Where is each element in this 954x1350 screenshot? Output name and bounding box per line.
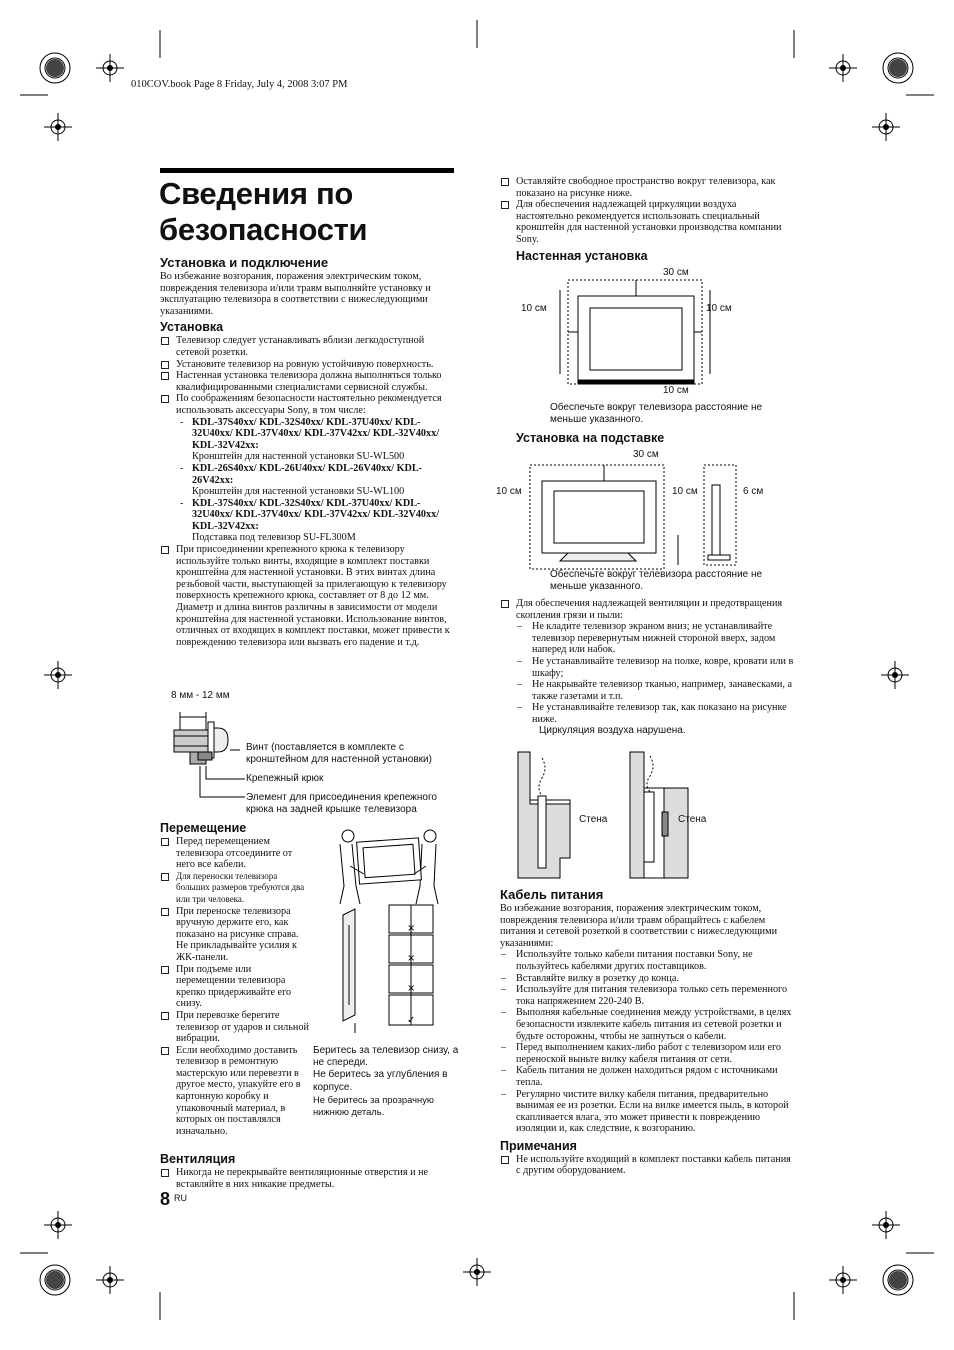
svg-text:×: ×	[407, 983, 416, 994]
model-accessory: Подставка под телевизор SU-FL300M	[192, 532, 356, 544]
clearance-list	[500, 176, 795, 246]
notes-heading: Примечания	[500, 1138, 577, 1153]
model-list	[160, 417, 455, 545]
hook-item-text-2: Диаметр и длина винтов различны в зависимости от модели кронштейна для настенной установки. Использование винтов, отличных от входящих в комплект поставки, может привести к повреждению телевизора или вызвать его падение и т.д.	[176, 602, 450, 648]
moving-heading: Перемещение	[160, 821, 247, 835]
vent-list	[500, 598, 795, 621]
model-item	[160, 463, 455, 498]
wall-mount-heading: Настенная установка	[516, 248, 648, 263]
list-item: – Перед выполнением каких-либо работ с телевизором или его переноской выньте вилку кабеля питания от сети.	[500, 1042, 796, 1065]
moving-section	[160, 821, 320, 1137]
list-item: Не используйте входящий в комплект поставки кабель питания с другим оборудованием.	[500, 1154, 796, 1177]
wall-label-right: Стена	[678, 814, 707, 825]
stand-top-label: 30 см	[633, 449, 659, 460]
element-label: Элемент для присоединения крепежного крюка на задней крышке телевизора	[246, 792, 437, 815]
airflow-caption: Циркуляция воздуха нарушена.	[539, 725, 686, 736]
list-item: При переноске телевизора вручную держите его, как показано на рисунке справа. Не прикладывайте усилия к ЖК-панели.	[160, 906, 310, 964]
clearance-intro	[500, 176, 795, 264]
model-item	[160, 498, 455, 544]
list-item: Если необходимо доставить телевизор в ремонтную мастерскую или перевезти в другое место, упакуйте его в картонную коробку и упаковочный материал, в которых он поставлялся изначально.	[160, 1045, 316, 1138]
svg-text:×: ×	[407, 923, 416, 934]
power-heading: Кабель питания	[500, 887, 604, 902]
ventilation-heading: Вентиляция	[160, 1152, 236, 1166]
grip-illustration	[333, 905, 443, 1035]
list-item: Перед перемещением телевизора отсоедините от него все кабели.	[160, 836, 310, 871]
list-item: – Не накрывайте телевизор тканью, например, занавесками, а также газетами и т.п.	[516, 679, 795, 702]
installation-intro: Во избежание возгорания, поражения электрическим током, повреждения телевизора и/или травм выполняйте установку и эксплуатацию телевизора в соответствии с нижеследующими указаниями.	[160, 271, 431, 317]
hook-list	[160, 544, 455, 648]
list-item: При перевозке берегите телевизор от ударов и сильной вибрации.	[160, 1010, 310, 1045]
screw-label: Винт (поставляется в комплекте с кронштейном для настенной установки)	[246, 742, 432, 765]
stand-diagram	[528, 455, 788, 565]
installation-section	[160, 255, 455, 648]
screw-diagram	[170, 700, 250, 810]
list-item: Для обеспечения надлежащей вентиляции и предотвращения скопления грязи и пыли:	[500, 598, 795, 621]
ventilation-section	[160, 1152, 460, 1190]
hook-label: Крепежный крюк	[246, 773, 324, 784]
wall-right-label: 10 см	[706, 303, 732, 314]
stand-caption: Обеспечьте вокруг телевизора расстояние не меньше указанного.	[550, 569, 763, 592]
page-title: Сведения по безопасности	[159, 176, 368, 247]
model-accessory: Кронштейн для настенной установки SU-WL500	[192, 451, 405, 463]
list-item: Настенная установка телевизора должна выполняться только квалифицированными специалистами сервисной службы.	[160, 370, 455, 393]
list-item: – Не устанавливайте телевизор так, как показано на рисунке ниже.	[516, 702, 795, 725]
wall-label-left: Стена	[579, 814, 608, 825]
grip-caption-1: Беритесь за телевизор снизу, а не спереди.	[313, 1045, 459, 1069]
installation-subheading: Установка	[160, 320, 224, 335]
model-numbers: KDL-37S40xx/ KDL-32S40xx/ KDL-37U40xx/ KDL-32U40xx/ KDL-37V40xx/ KDL-37V42xx/ KDL-32V40xx/ KDL-32V42xx:	[192, 416, 440, 451]
vent-guidelines	[500, 598, 795, 726]
stand-side-label: 6 см	[743, 486, 764, 497]
hook-item-text: При присоединении крепежного крюка к телевизору используйте только винты, входящие в комплект поставки кронштейна для настенной установки. В этих винтах длина резьбовой части, выступающей за прилегающую к телевизору поверхность крепежного крюка, составляет от 8 до 12 мм.	[176, 544, 447, 602]
power-list	[500, 949, 796, 1135]
list-item: Установите телевизор на ровную устойчивую поверхность.	[160, 359, 455, 371]
list-item: – Регулярно чистите вилку кабеля питания, предварительно вынимая ее из розетки. Если на вилке имеется пыль, в которой скапливается влага, это может привести к повреждению изоляции и, как следствие, к возгоранию.	[500, 1089, 796, 1135]
model-accessory: Кронштейн для настенной установки SU-WL100	[192, 486, 405, 498]
wall-mount-diagram	[560, 270, 760, 400]
list-item: Для переноски телевизора больших размеров требуются два или три человека.	[160, 871, 310, 906]
page-language: RU	[174, 1193, 187, 1203]
svg-text:×: ×	[407, 953, 416, 964]
power-section	[500, 887, 796, 1177]
list-item: Для обеспечения надлежащей циркуляции воздуха настоятельно рекомендуется использовать специальный кронштейн для настенной установки производства компании Sony.	[500, 199, 795, 245]
wall-caption: Обеспечьте вокруг телевизора расстояние не меньше указанного.	[550, 402, 763, 425]
airflow-diagram	[518, 748, 698, 888]
screw-dimension: 8 мм - 12 мм	[171, 690, 230, 701]
grip-caption-3: Не беритесь за прозрачную нижнюю деталь.	[313, 1093, 434, 1118]
list-item	[160, 544, 455, 648]
list-item: – Используйте для питания телевизора только сеть переменного тока напряжением 220-240 В.	[500, 984, 796, 1007]
list-item: Оставляйте свободное пространство вокруг телевизора, как показано на рисунке ниже.	[500, 176, 795, 199]
grip-caption	[313, 1045, 463, 1118]
ventilation-list	[160, 1167, 460, 1190]
page-number: 8	[160, 1189, 171, 1209]
model-numbers: KDL-37S40xx/ KDL-32S40xx/ KDL-37U40xx/ KDL-32U40xx/ KDL-37V40xx/ KDL-37V42xx/ KDL-32V40xx/ KDL-32V42xx:	[192, 497, 440, 532]
stand-left-label: 10 см	[496, 486, 522, 497]
wall-left-label: 10 см	[521, 303, 547, 314]
title-rule	[160, 168, 454, 173]
list-item: По соображениям безопасности настоятельно рекомендуется использовать аксессуары Sony, в том числе:	[160, 393, 455, 416]
list-item: Телевизор следует устанавливать вблизи легкодоступной сетевой розетки.	[160, 335, 455, 358]
wall-top-label: 30 см	[663, 267, 689, 278]
list-item: – Используйте только кабели питания поставки Sony, не пользуйтесь кабелями других поставщиков.	[500, 949, 796, 972]
vent-dash-list	[500, 621, 795, 725]
model-item	[160, 417, 455, 463]
installation-list	[160, 335, 455, 416]
grip-caption-2: Не беритесь за углубления в корпусе.	[313, 1069, 448, 1093]
stand-heading: Установка на подставке	[516, 431, 665, 445]
wall-bottom-label: 10 см	[663, 385, 689, 396]
list-item: При подъеме или перемещении телевизора крепко придерживайте его снизу.	[160, 964, 310, 1010]
list-item: – Кабель питания не должен находиться рядом с источниками тепла.	[500, 1065, 796, 1088]
list-item: – Не кладите телевизор экраном вниз; не устанавливайте телевизор перевернутым нижней стороной вверх, задом наперед или набок.	[516, 621, 795, 656]
moving-list	[160, 836, 310, 1137]
list-item: – Вставляйте вилку в розетку до конца.	[500, 973, 796, 985]
power-intro: Во избежание возгорания, поражения электрическим током, повреждения телевизора и/или травм обращайтесь с кабелем питания и сетевой розеткой в соответствии с нижеследующими указаниями:	[500, 903, 778, 949]
list-item: Никогда не перекрывайте вентиляционные отверстия и не вставляйте в них никакие предметы.	[160, 1167, 460, 1190]
list-item: – Не устанавливайте телевизор на полке, ковре, кровати или в шкафу;	[516, 656, 795, 679]
list-item: – Выполняя кабельные соединения между устройствами, в целях безопасности извлеките кабель питания из сетевой розетки и будьте осторожны, чтобы не запнуться о кабели.	[500, 1007, 796, 1042]
book-header: 010COV.book Page 8 Friday, July 4, 2008 3:07 PM	[131, 79, 348, 90]
carry-illustration	[330, 826, 450, 906]
svg-text:✓: ✓	[407, 1015, 416, 1026]
installation-heading: Установка и подключение	[160, 255, 329, 270]
notes-list	[500, 1154, 796, 1177]
model-numbers: KDL-26S40xx/ KDL-26U40xx/ KDL-26V40xx/ KDL-26V42xx:	[192, 462, 423, 486]
stand-right-label: 10 см	[672, 486, 698, 497]
